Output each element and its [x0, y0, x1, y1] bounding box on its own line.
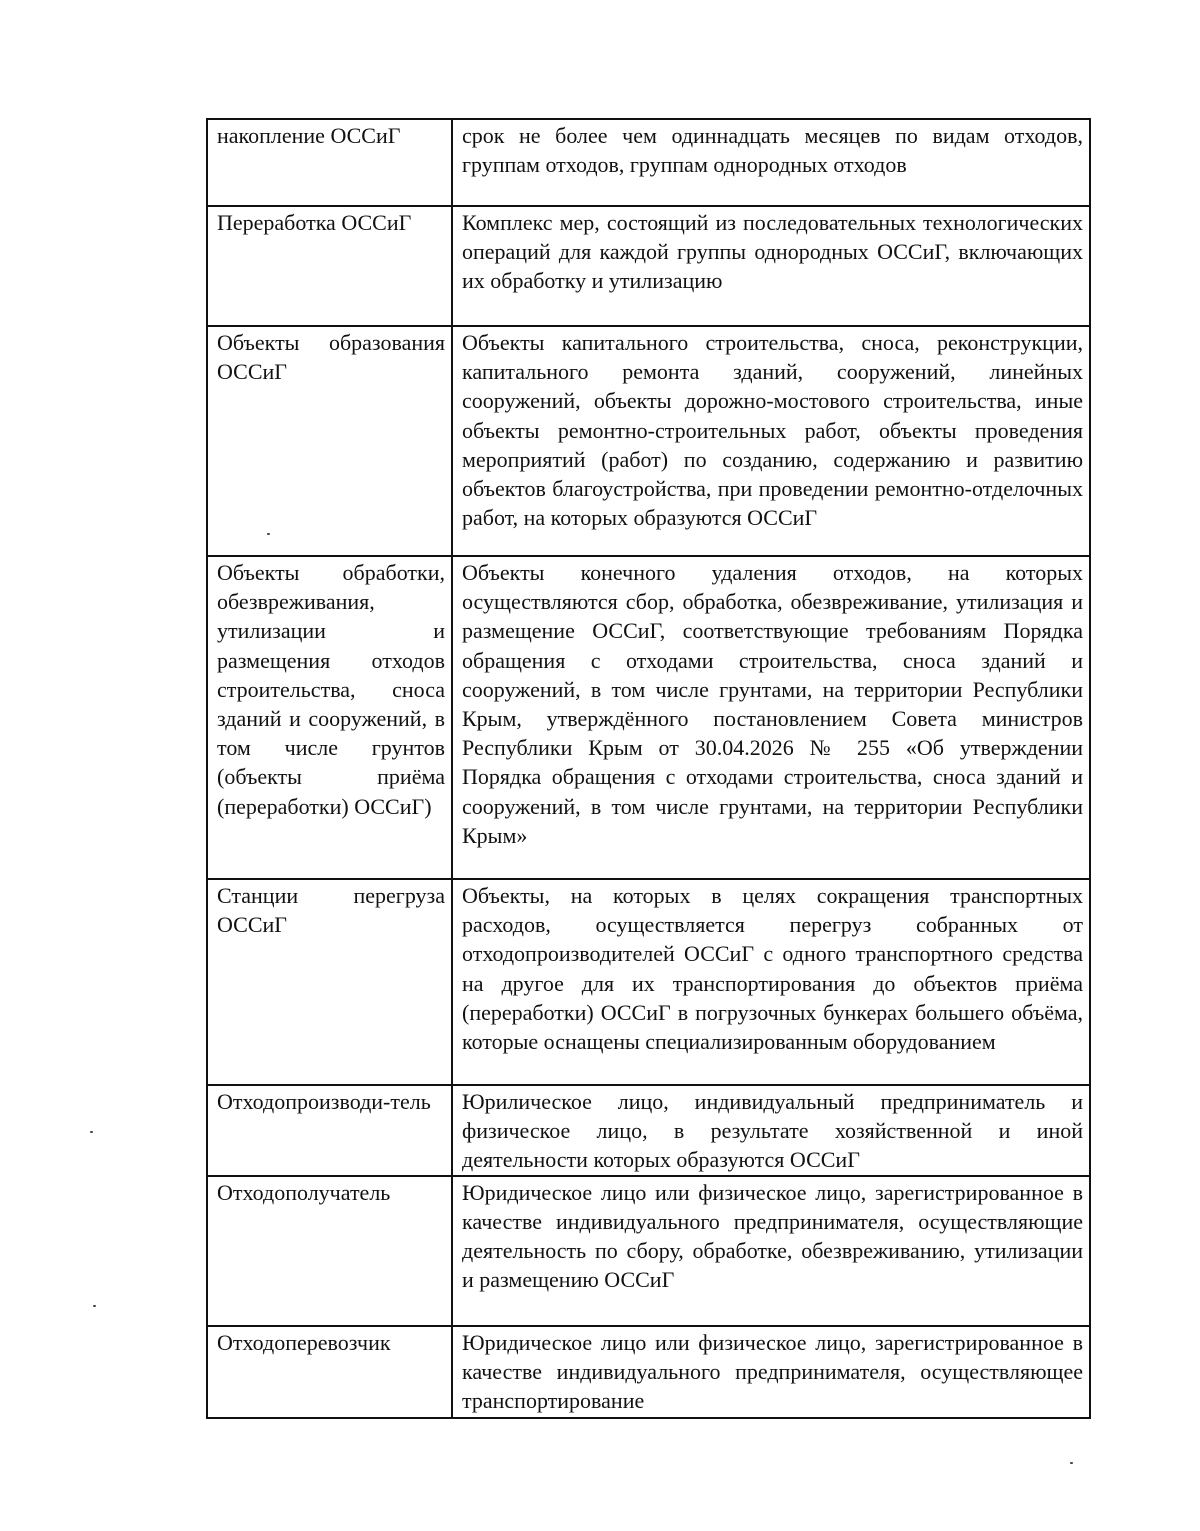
term-cell: Отходополучатель	[207, 1176, 452, 1326]
definition-cell: Юридическое лицо или физическое лицо, зарегистрированное в качестве индивидуального предпринимателя, осуществляющие деятельность по сбору, обработке, обезвреживанию, утилизации и размещению ОССиГ	[452, 1176, 1090, 1326]
definition-cell: Юрилическое лицо, индивидуальный предприниматель и физическое лицо, в результате хозяйственной и иной деятельности которых образуются ОССиГ	[452, 1085, 1090, 1176]
scan-speck	[93, 1305, 96, 1307]
definition-cell: Комплекс мер, состоящий из последовательных технологических операций для каждой группы однородных ОССиГ, включающих их обработку и утилизацию	[452, 206, 1090, 326]
term-cell: Переработка ОССиГ	[207, 206, 452, 326]
definition-cell: срок не более чем одиннадцать месяцев по видам отходов, группам отходов, группам однородных отходов	[452, 119, 1090, 206]
scan-speck	[267, 533, 270, 535]
definition-cell: Объекты конечного удаления отходов, на которых осуществляются сбор, обработка, обезвреживание, утилизация и размещение ОССиГ, соответствующие требованиям Порядка обращения с отходами строительства, сноса зданий и сооружений, в том числе грунтами, на территории Республики Крым, утверждённого постановлением Совета министров Республики Крым от 30.04.2026 № 255 «Об утверждении Порядка обращения с отходами строительства, сноса зданий и сооружений, в том числе грунтами, на территории Республики Крым»	[452, 556, 1090, 879]
term-cell: Объекты обработки, обезвреживания, утилизации и размещения отходов строительства, сноса зданий и сооружений, в том числе грунтов (объекты приёма (переработки) ОССиГ)	[207, 556, 452, 879]
definition-cell: Объекты, на которых в целях сокращения транспортных расходов, осуществляется перегруз собранных от отходопроизводителей ОССиГ с одного транспортного средства на другое для их транспортирования до объектов приёма (переработки) ОССиГ в погрузочных бункерах большего объёма, которые оснащены специализированным оборудованием	[452, 879, 1090, 1085]
scan-speck	[1070, 1462, 1073, 1464]
term-cell: накопление ОССиГ	[207, 119, 452, 206]
scan-speck	[90, 1131, 93, 1133]
term-cell: Отходоперевозчик	[207, 1326, 452, 1418]
definition-cell: Юридическое лицо или физическое лицо, зарегистрированное в качестве индивидуального предпринимателя, осуществляющее транспортирование	[452, 1326, 1090, 1418]
term-cell: Станции перегруза ОССиГ	[207, 879, 452, 1085]
table-row	[207, 879, 1090, 1085]
table-row	[207, 1085, 1090, 1176]
table-row	[207, 1326, 1090, 1418]
definition-cell: Объекты капитального строительства, сноса, реконструкции, капитального ремонта зданий, сооружений, линейных сооружений, объекты дорожно-мостового строительства, иные объекты ремонтно-строительных работ, объекты проведения мероприятий (работ) по созданию, содержанию и развитию объектов благоустройства, при проведении ремонтно-отделочных работ, на которых образуются ОССиГ	[452, 326, 1090, 556]
term-cell: Отходопроизводи-тель	[207, 1085, 452, 1176]
table-row	[207, 326, 1090, 556]
table-row	[207, 556, 1090, 879]
table-row	[207, 206, 1090, 326]
definitions-table	[206, 118, 1091, 1419]
term-cell: Объекты образования ОССиГ	[207, 326, 452, 556]
table-row	[207, 119, 1090, 206]
table-row	[207, 1176, 1090, 1326]
